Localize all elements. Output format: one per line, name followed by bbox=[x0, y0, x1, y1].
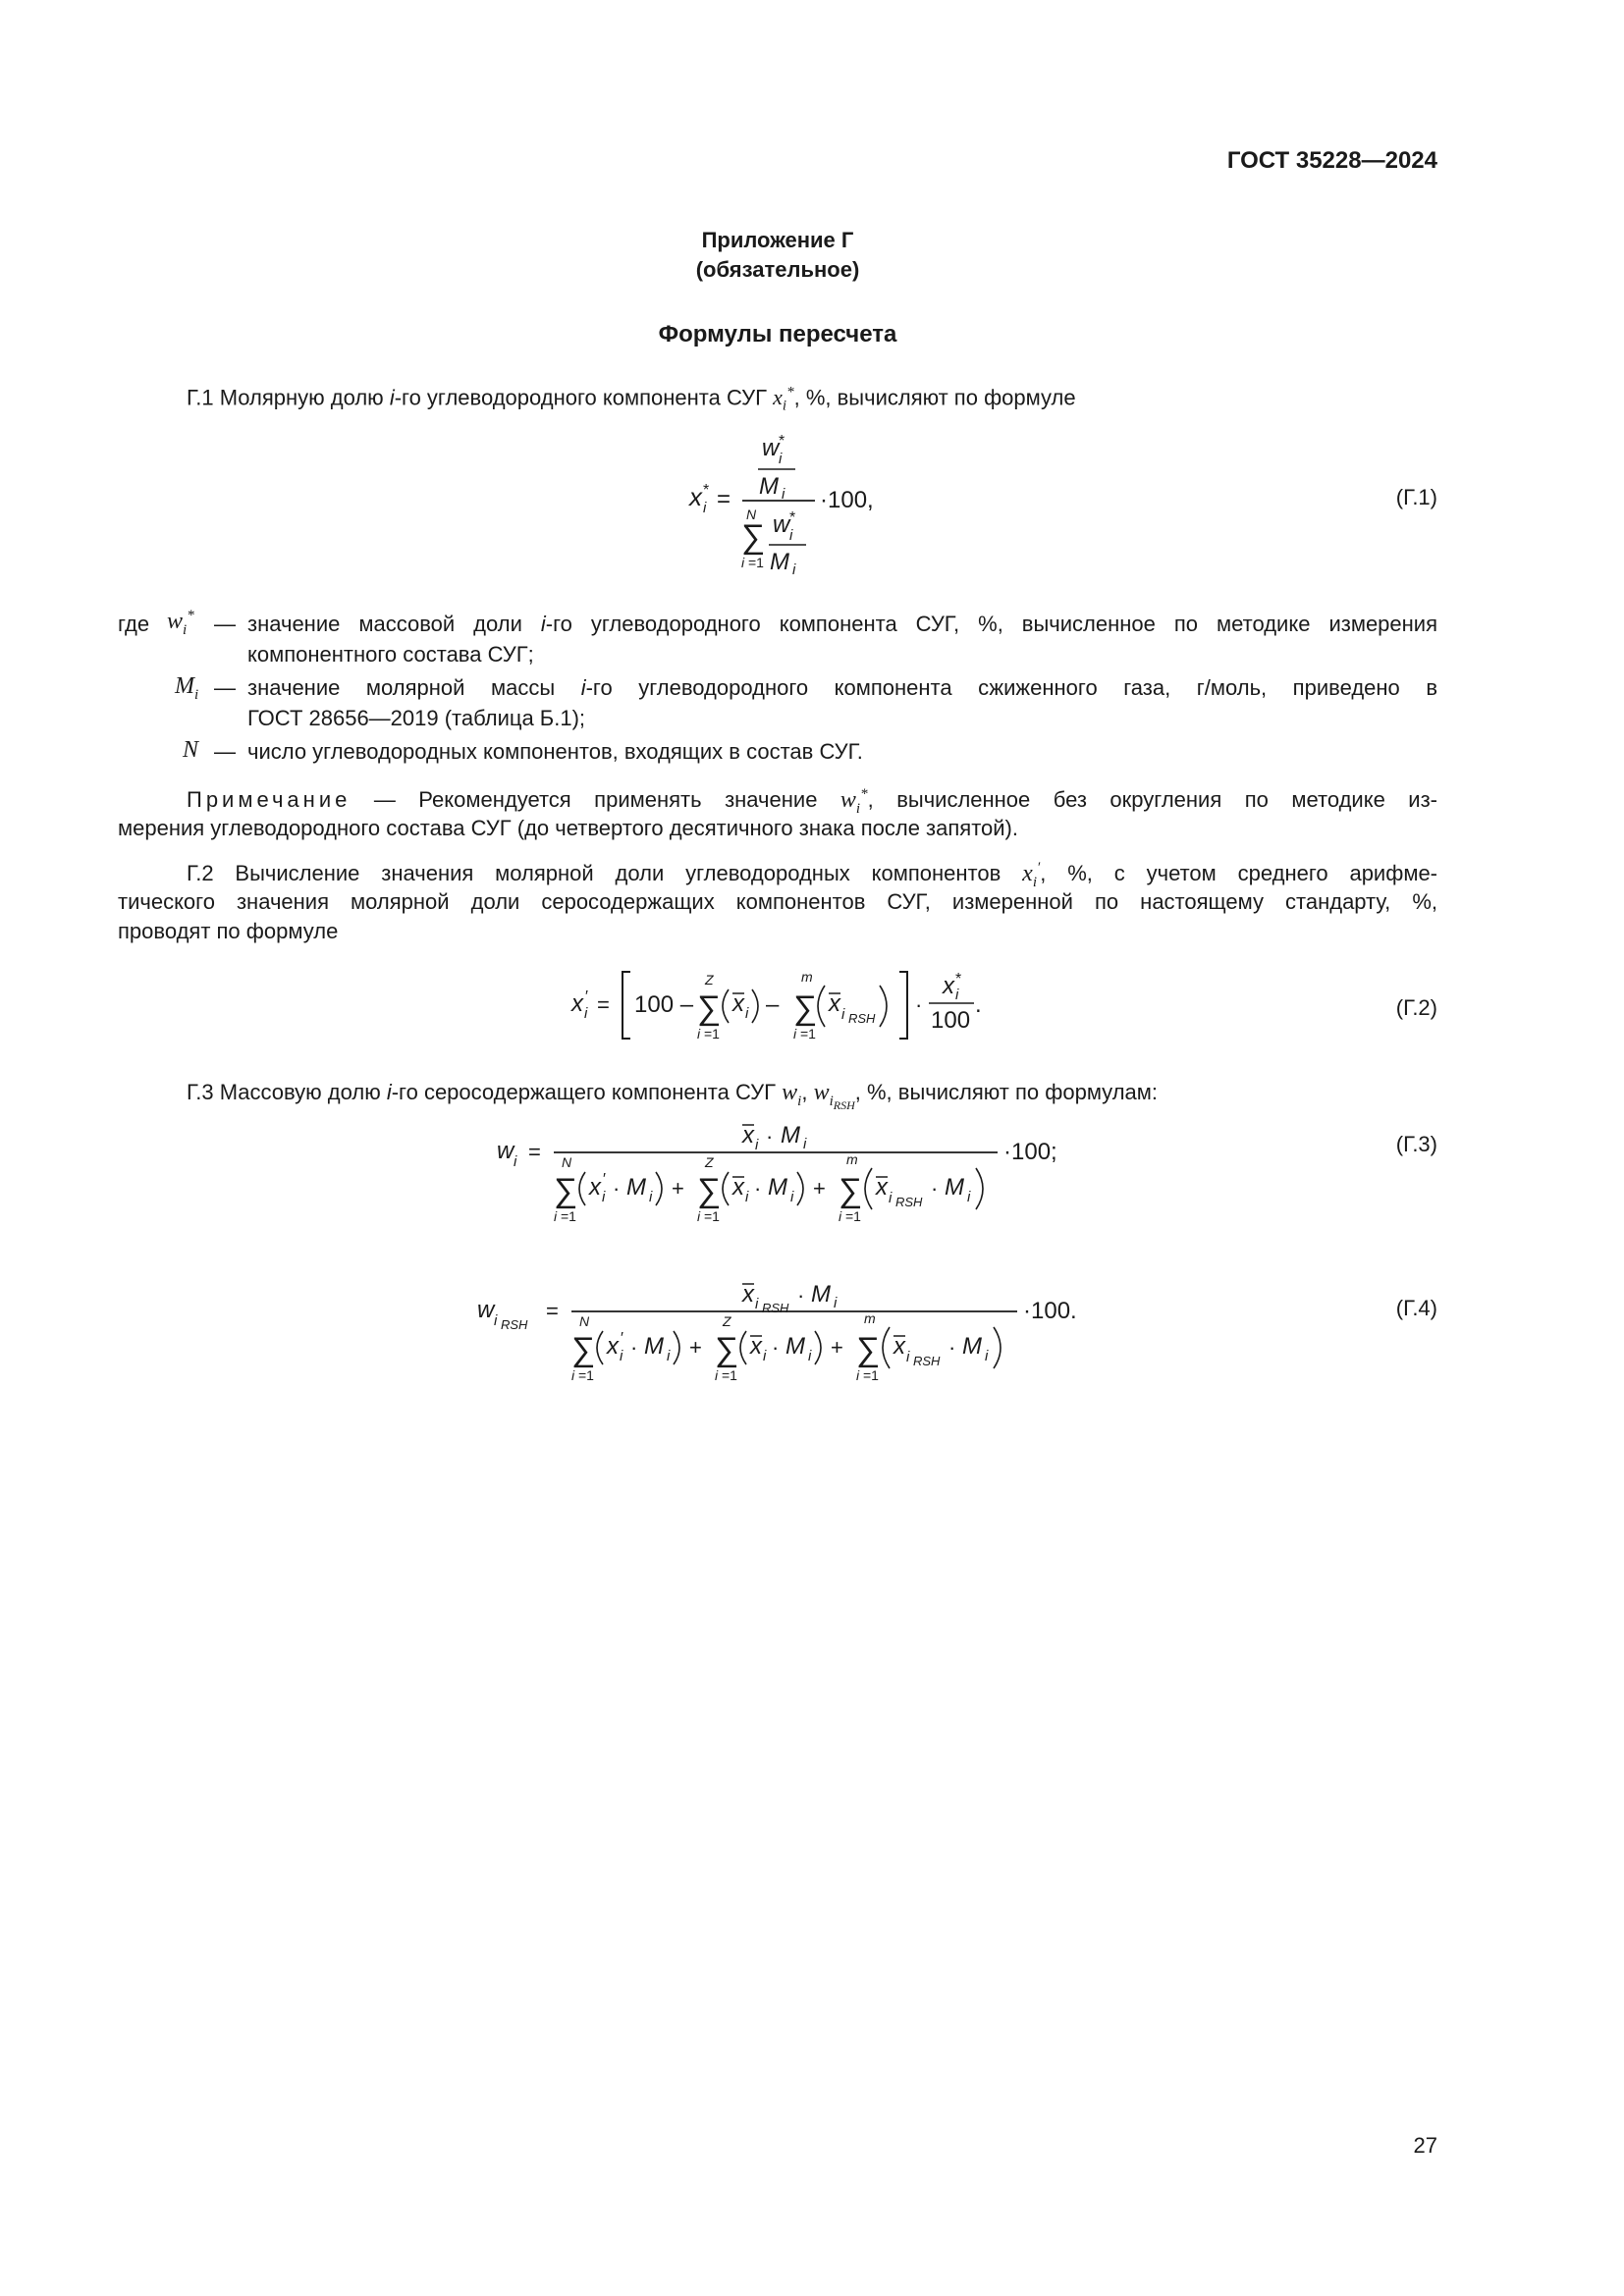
svg-text:∑: ∑ bbox=[697, 989, 722, 1027]
svg-text:i: i bbox=[782, 486, 785, 503]
svg-text:M: M bbox=[785, 1333, 805, 1360]
svg-text:i: i bbox=[955, 987, 959, 1003]
formula-g1 bbox=[677, 432, 933, 589]
svg-text:·: · bbox=[915, 992, 923, 1017]
svg-text:i: i bbox=[514, 1153, 517, 1170]
svg-text:m: m bbox=[801, 969, 813, 985]
svg-text:·: · bbox=[754, 1176, 762, 1201]
svg-text:RSH: RSH bbox=[762, 1301, 789, 1315]
paragraph-g3: Г.3 Массовую долю i-го серосодержащего компонента СУГ $w_i$, $w_{i_{RSH}}$, %, вычисляют по формулам: bbox=[187, 1080, 1159, 1112]
svg-text:i: i bbox=[741, 555, 745, 570]
svg-text:i: i bbox=[703, 500, 707, 516]
svg-text:M: M bbox=[962, 1333, 982, 1360]
svg-text:=1: =1 bbox=[722, 1367, 737, 1383]
svg-text:i: i bbox=[856, 1367, 860, 1383]
svg-text:x: x bbox=[750, 1333, 762, 1360]
svg-text:·: · bbox=[931, 1176, 939, 1201]
svg-text:=1: =1 bbox=[704, 1208, 720, 1224]
svg-text:′: ′ bbox=[603, 1171, 606, 1188]
svg-text:=1: =1 bbox=[748, 555, 764, 570]
svg-text:Z: Z bbox=[705, 1154, 714, 1170]
svg-text:·100,: ·100, bbox=[820, 487, 874, 513]
svg-text:i: i bbox=[803, 1136, 807, 1152]
svg-text:·: · bbox=[766, 1124, 774, 1148]
equation-number-g2: (Г.2) bbox=[1395, 995, 1437, 1020]
svg-text:i: i bbox=[789, 527, 793, 544]
svg-text:M: M bbox=[768, 1174, 787, 1201]
svg-text:x: x bbox=[742, 1122, 754, 1148]
formula-g2 bbox=[569, 962, 1021, 1050]
svg-text:M: M bbox=[644, 1333, 664, 1360]
svg-text:i: i bbox=[755, 1137, 759, 1153]
document-number: ГОСТ 35228—2024 bbox=[1226, 147, 1437, 174]
symbol-m: $M_i$ bbox=[175, 673, 199, 703]
svg-text:M: M bbox=[811, 1281, 831, 1308]
def-w-line2: компонентного состава СУГ; bbox=[247, 642, 534, 667]
svg-text:i: i bbox=[745, 1005, 749, 1022]
svg-text:·: · bbox=[948, 1335, 956, 1360]
note-line1: Примечание — Рекомендуется применять значение $w_i^*$, вычисленное без округления по методике из- bbox=[187, 786, 1437, 817]
svg-text:i: i bbox=[889, 1190, 893, 1206]
svg-text:w: w bbox=[477, 1297, 495, 1323]
svg-text:+: + bbox=[813, 1176, 826, 1201]
svg-text:*: * bbox=[789, 509, 796, 526]
p2-line3: проводят по формуле bbox=[118, 919, 339, 943]
svg-text:i: i bbox=[985, 1348, 989, 1364]
equation-number-g3: (Г.3) bbox=[1395, 1132, 1437, 1156]
svg-text:Z: Z bbox=[705, 972, 714, 988]
svg-text:=1: =1 bbox=[863, 1367, 879, 1383]
svg-text:i: i bbox=[763, 1348, 767, 1364]
svg-text:m: m bbox=[864, 1310, 876, 1326]
svg-text:i: i bbox=[571, 1367, 575, 1383]
svg-text:i: i bbox=[697, 1026, 701, 1041]
svg-text:x: x bbox=[732, 1174, 744, 1201]
svg-text:i: i bbox=[792, 561, 796, 578]
svg-text:i: i bbox=[967, 1189, 971, 1205]
svg-text:M: M bbox=[759, 473, 779, 500]
svg-text:*: * bbox=[703, 482, 710, 499]
svg-text:RSH: RSH bbox=[848, 1011, 876, 1026]
svg-text:x: x bbox=[732, 990, 744, 1017]
equation-number-g1: (Г.1) bbox=[1395, 485, 1437, 509]
svg-text:=1: =1 bbox=[578, 1367, 594, 1383]
svg-text:x: x bbox=[571, 990, 583, 1017]
appendix-title: Приложение Г bbox=[701, 228, 854, 252]
svg-text:i: i bbox=[494, 1312, 498, 1329]
svg-text:RSH: RSH bbox=[501, 1317, 528, 1332]
symbol-x-star: $x_i^*$ bbox=[773, 385, 794, 414]
svg-text:N: N bbox=[562, 1154, 572, 1170]
svg-text:i: i bbox=[834, 1295, 838, 1311]
svg-text:=1: =1 bbox=[800, 1026, 816, 1041]
svg-text:·100;: ·100; bbox=[1003, 1139, 1057, 1165]
svg-text:w: w bbox=[762, 435, 780, 461]
def-m-line2: ГОСТ 28656—2019 (таблица Б.1); bbox=[247, 706, 586, 730]
svg-text:M: M bbox=[770, 549, 789, 575]
svg-text:=1: =1 bbox=[845, 1208, 861, 1224]
svg-text:x: x bbox=[742, 1281, 754, 1308]
def-n-line1: число углеводородных компонентов, входящих в состав СУГ. bbox=[247, 739, 863, 764]
svg-text:·: · bbox=[797, 1283, 805, 1308]
svg-text:∑: ∑ bbox=[697, 1172, 722, 1209]
svg-text:i: i bbox=[779, 451, 783, 467]
appendix-status: (обязательное) bbox=[695, 257, 860, 282]
svg-text:=: = bbox=[597, 992, 610, 1017]
svg-text:i: i bbox=[667, 1348, 671, 1364]
svg-text:Z: Z bbox=[723, 1313, 731, 1329]
svg-text:′: ′ bbox=[621, 1330, 623, 1347]
svg-text:w: w bbox=[497, 1138, 514, 1164]
formula-g3 bbox=[491, 1117, 1080, 1235]
svg-text:x: x bbox=[607, 1333, 619, 1360]
svg-text:∑: ∑ bbox=[715, 1331, 739, 1368]
svg-text:i: i bbox=[745, 1189, 749, 1205]
svg-text:m: m bbox=[846, 1151, 858, 1167]
svg-text:x: x bbox=[689, 482, 702, 511]
svg-text:+: + bbox=[672, 1176, 684, 1201]
dash-1: — bbox=[214, 612, 236, 636]
def-w-line1: значение массовой доли i-го углеводородного компонента СУГ, %, вычисленное по методике измерения bbox=[247, 612, 1438, 636]
svg-text:i: i bbox=[839, 1208, 842, 1224]
page-number: 27 bbox=[1413, 2133, 1437, 2158]
svg-text:M: M bbox=[781, 1122, 800, 1148]
svg-text:=1: =1 bbox=[704, 1026, 720, 1041]
svg-text:=: = bbox=[528, 1140, 541, 1164]
svg-text:i: i bbox=[602, 1189, 606, 1205]
symbol-w-star: $w_i^*$ bbox=[167, 608, 194, 638]
svg-text:RSH: RSH bbox=[895, 1195, 923, 1209]
svg-text:M: M bbox=[626, 1174, 646, 1201]
svg-text:100 –: 100 – bbox=[634, 991, 694, 1018]
svg-text:∑: ∑ bbox=[554, 1172, 578, 1209]
svg-text:*: * bbox=[955, 971, 962, 988]
def-where: где bbox=[118, 612, 150, 636]
svg-text:∑: ∑ bbox=[793, 989, 818, 1027]
svg-text:x: x bbox=[943, 973, 954, 999]
svg-text:′: ′ bbox=[585, 988, 588, 1005]
formula-g4 bbox=[471, 1272, 1100, 1400]
svg-text:i: i bbox=[715, 1367, 719, 1383]
note-line2: мерения углеводородного состава СУГ (до четвертого десятичного знака после запятой). bbox=[118, 816, 1018, 840]
svg-text:i: i bbox=[790, 1189, 794, 1205]
svg-text:x: x bbox=[893, 1333, 905, 1360]
def-m-line1: значение молярной массы i-го углеводородного компонента сжиженного газа, г/моль, приведено в bbox=[247, 675, 1438, 700]
svg-text:w: w bbox=[773, 511, 790, 538]
svg-text:i: i bbox=[697, 1208, 701, 1224]
symbol-n: N bbox=[183, 737, 199, 763]
dash-3: — bbox=[214, 739, 236, 764]
svg-text:i: i bbox=[649, 1189, 653, 1205]
svg-text:N: N bbox=[746, 507, 757, 522]
svg-text:·100.: ·100. bbox=[1023, 1298, 1077, 1324]
svg-text:i: i bbox=[808, 1348, 812, 1364]
p2-line1: Г.2 Вычисление значения молярной доли углеводородных компонентов $x_i'$, %, с учетом среднего арифме- bbox=[187, 860, 1437, 890]
svg-text:i: i bbox=[584, 1005, 588, 1022]
svg-text:i: i bbox=[906, 1349, 910, 1365]
svg-text:∑: ∑ bbox=[856, 1331, 881, 1368]
svg-text:M: M bbox=[945, 1174, 964, 1201]
equation-number-g4: (Г.4) bbox=[1395, 1296, 1437, 1320]
svg-text:∑: ∑ bbox=[839, 1172, 863, 1209]
svg-text:+: + bbox=[689, 1335, 702, 1360]
svg-text:RSH: RSH bbox=[913, 1354, 941, 1368]
svg-text:–: – bbox=[766, 991, 780, 1018]
svg-text:i: i bbox=[620, 1348, 623, 1364]
svg-text:x: x bbox=[876, 1174, 888, 1201]
svg-text:=: = bbox=[546, 1299, 559, 1323]
svg-text:100: 100 bbox=[931, 1007, 971, 1034]
svg-text:N: N bbox=[579, 1313, 590, 1329]
svg-text:i: i bbox=[755, 1296, 759, 1312]
svg-text:x: x bbox=[829, 990, 840, 1017]
svg-text:·: · bbox=[613, 1176, 621, 1201]
dash-2: — bbox=[214, 675, 236, 700]
p2-line2: тического значения молярной доли серосодержащих компонентов СУГ, измеренной по настоящему стандарту, %, bbox=[118, 889, 1437, 914]
svg-text:i: i bbox=[793, 1026, 797, 1041]
svg-text:·: · bbox=[772, 1335, 780, 1360]
svg-text:=: = bbox=[717, 486, 731, 512]
section-title: Формулы пересчета bbox=[658, 321, 897, 347]
svg-text:∑: ∑ bbox=[571, 1331, 596, 1368]
svg-text:·: · bbox=[630, 1335, 638, 1360]
svg-text:=1: =1 bbox=[561, 1208, 576, 1224]
paragraph-g1: Г.1 Молярную долю i-го углеводородного компонента СУГ $x_i^*$, %, вычисляют по формуле bbox=[187, 385, 1076, 414]
svg-text:.: . bbox=[975, 991, 982, 1018]
svg-text:i: i bbox=[841, 1006, 845, 1023]
svg-text:∑: ∑ bbox=[741, 518, 766, 556]
svg-text:+: + bbox=[831, 1335, 843, 1360]
svg-text:x: x bbox=[589, 1174, 601, 1201]
svg-text:i: i bbox=[554, 1208, 558, 1224]
svg-text:*: * bbox=[779, 433, 785, 450]
